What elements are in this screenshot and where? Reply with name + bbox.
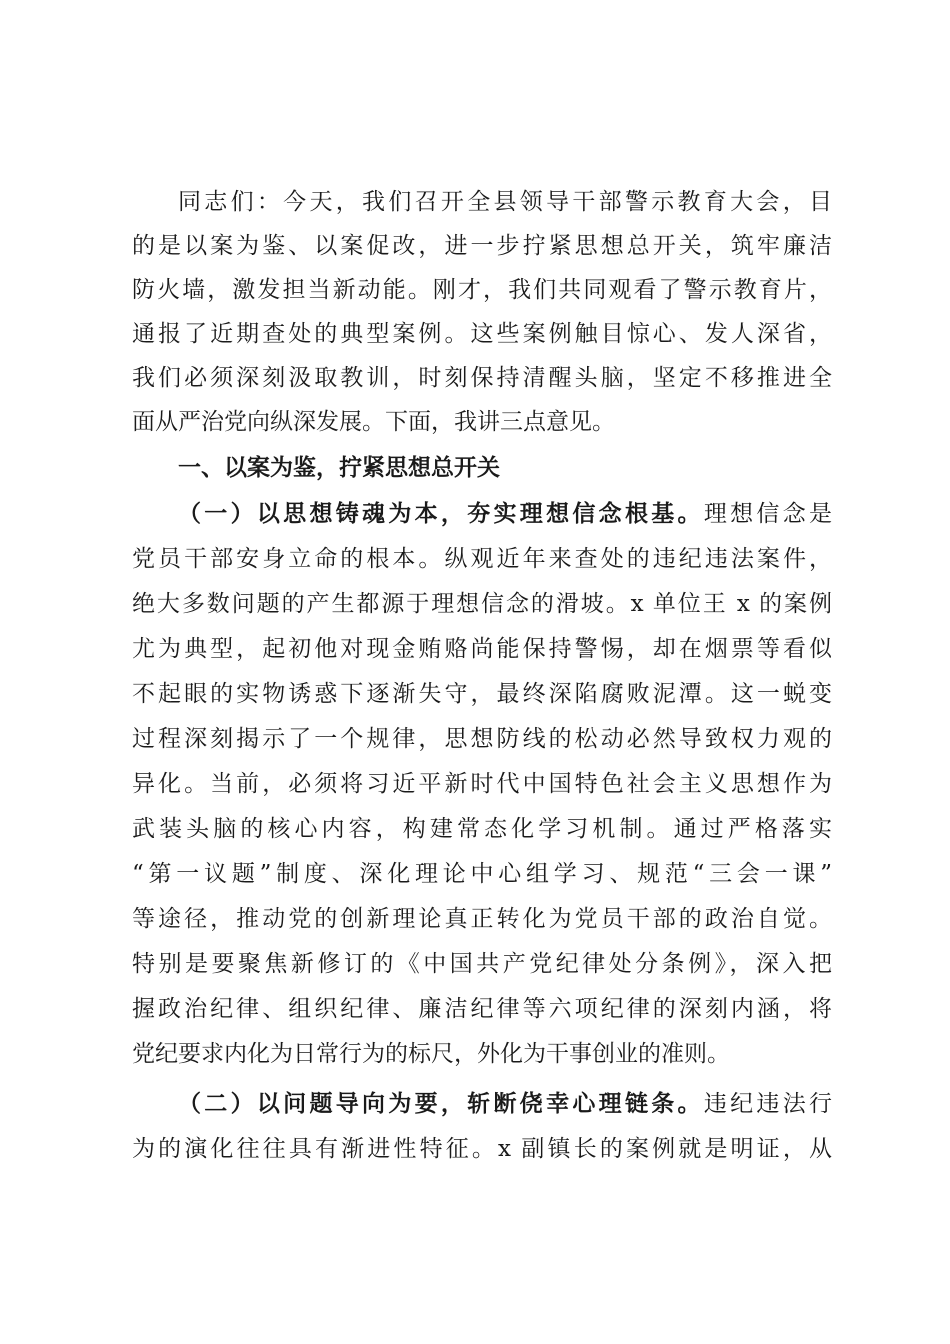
section-heading: 一、以案为鉴，拧紧思想总开关 [178, 454, 500, 481]
paragraph-text: 违纪违法行 [703, 1091, 833, 1117]
paragraph-line: 特别是要聚焦新修订的《中国共产党纪律处分条例》，深入把 [132, 951, 832, 977]
paragraph-line: 异化。当前，必须将习近平新时代中国特色社会主义思想作为 [132, 771, 832, 797]
subsection-heading: （一）以思想铸魂为本，夯实理想信念根基。 [178, 500, 704, 527]
paragraph-line: 党纪要求内化为日常行为的标尺，外化为干事创业的准则。 [132, 1041, 730, 1067]
intro-line: 防火墙，激发担当新动能。刚才，我们共同观看了警示教育片， [132, 277, 832, 303]
subsection-first-line [132, 1082, 832, 1126]
intro-line: 通报了近期查处的典型案例。这些案例触目惊心、发人深省， [132, 321, 832, 347]
paragraph-line: 党员干部安身立命的根本。纵观近年来查处的违纪违法案件， [132, 546, 832, 572]
paragraph-line: 等途径，推动党的创新理论真正转化为党员干部的政治自觉。 [132, 906, 832, 932]
paragraph-line: 武装头脑的核心内容，构建常态化学习机制。通过严格落实 [132, 816, 832, 842]
subsection-first-line [132, 492, 832, 536]
intro-line: 面从严治党向纵深发展。下面，我讲三点意见。 [132, 409, 615, 435]
intro-line: 我们必须深刻汲取教训，时刻保持清醒头脑，坚定不移推进全 [132, 365, 832, 391]
paragraph-line: 握政治纪律、组织纪律、廉洁纪律等六项纪律的深刻内涵，将 [132, 996, 832, 1022]
intro-line: 的是以案为鉴、以案促改，进一步拧紧思想总开关，筑牢廉洁 [132, 233, 832, 259]
paragraph-text: 理想信念是 [703, 501, 833, 527]
paragraph-line: 不起眼的实物诱惑下逐渐失守，最终深陷腐败泥潭。这一蜕变 [132, 681, 832, 707]
subsection-heading: （二）以问题导向为要，斩断侥幸心理链条。 [178, 1090, 704, 1117]
paragraph-line: 绝大多数问题的产生都源于理想信念的滑坡。x 单位王 x 的案例 [132, 591, 832, 617]
intro-line: 同志们：今天，我们召开全县领导干部警示教育大会，目 [178, 189, 832, 215]
paragraph-line: “第一议题”制度、深化理论中心组学习、规范“三会一课” [132, 861, 832, 887]
paragraph-line: 尤为典型，起初他对现金贿赂尚能保持警惕，却在烟票等看似 [132, 636, 832, 662]
paragraph-line: 过程深刻揭示了一个规律，思想防线的松动必然导致权力观的 [132, 726, 832, 752]
paragraph-line: 为的演化往往具有渐进性特征。x 副镇长的案例就是明证，从 [132, 1136, 832, 1162]
